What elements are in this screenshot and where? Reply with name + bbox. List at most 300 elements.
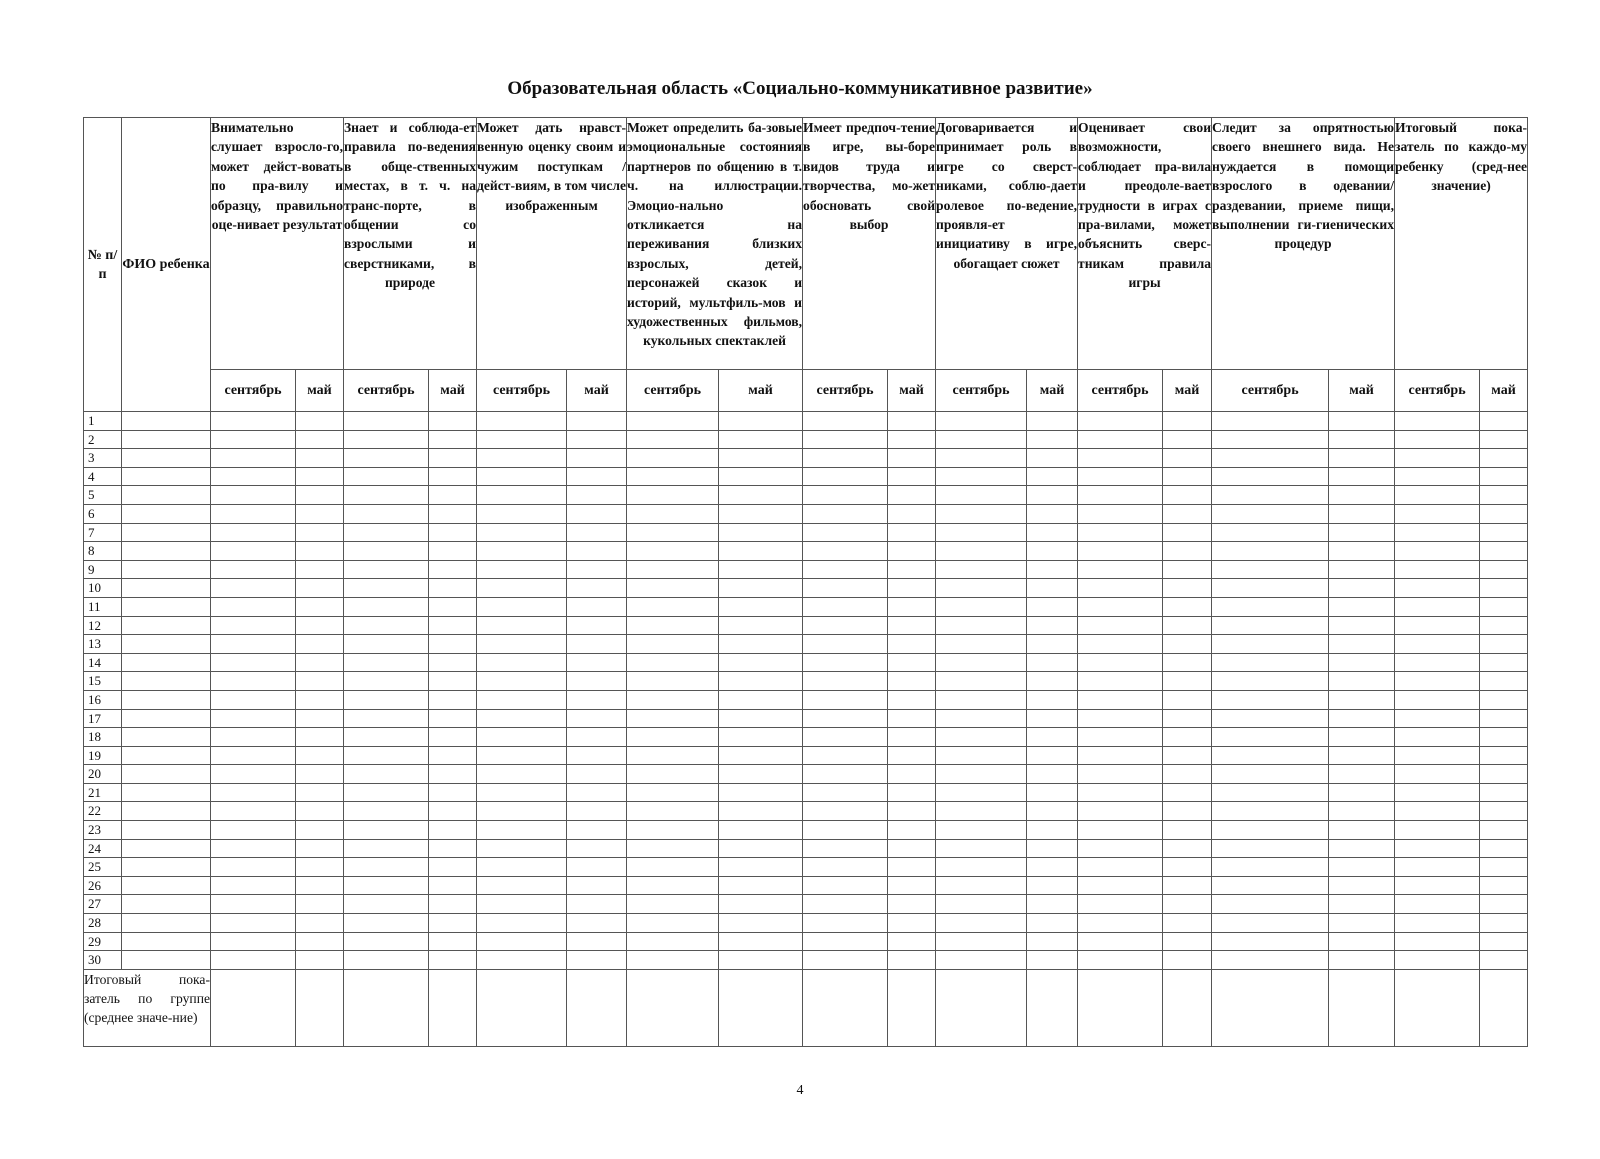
score-cell[interactable] [477,802,567,821]
score-cell[interactable] [627,914,719,933]
score-cell[interactable] [429,709,477,728]
score-cell[interactable] [1163,728,1212,747]
score-cell[interactable] [1078,560,1163,579]
score-cell[interactable] [1078,449,1163,468]
score-cell[interactable] [1329,802,1395,821]
score-cell[interactable] [888,876,936,895]
total-score-cell[interactable] [1212,969,1329,1046]
score-cell[interactable] [211,728,296,747]
score-cell[interactable] [211,672,296,691]
score-cell[interactable] [477,653,567,672]
score-cell[interactable] [627,430,719,449]
score-cell[interactable] [1078,783,1163,802]
score-cell[interactable] [567,709,627,728]
score-cell[interactable] [1480,504,1528,523]
score-cell[interactable] [1395,542,1480,561]
score-cell[interactable] [1212,504,1329,523]
score-cell[interactable] [719,690,803,709]
score-cell[interactable] [627,932,719,951]
score-cell[interactable] [888,579,936,598]
score-cell[interactable] [1395,765,1480,784]
score-cell[interactable] [1163,653,1212,672]
score-cell[interactable] [803,523,888,542]
score-cell[interactable] [627,672,719,691]
score-cell[interactable] [1212,690,1329,709]
score-cell[interactable] [567,839,627,858]
score-cell[interactable] [429,951,477,970]
score-cell[interactable] [429,765,477,784]
fio-cell[interactable] [122,690,211,709]
score-cell[interactable] [1027,467,1078,486]
score-cell[interactable] [627,802,719,821]
score-cell[interactable] [803,951,888,970]
score-cell[interactable] [211,430,296,449]
score-cell[interactable] [477,486,567,505]
score-cell[interactable] [429,672,477,691]
score-cell[interactable] [567,523,627,542]
score-cell[interactable] [1078,728,1163,747]
score-cell[interactable] [296,690,344,709]
score-cell[interactable] [477,504,567,523]
score-cell[interactable] [477,542,567,561]
fio-cell[interactable] [122,449,211,468]
fio-cell[interactable] [122,858,211,877]
score-cell[interactable] [1212,653,1329,672]
score-cell[interactable] [1480,616,1528,635]
score-cell[interactable] [719,783,803,802]
score-cell[interactable] [211,932,296,951]
score-cell[interactable] [1395,597,1480,616]
score-cell[interactable] [1480,449,1528,468]
score-cell[interactable] [344,914,429,933]
score-cell[interactable] [211,914,296,933]
fio-cell[interactable] [122,467,211,486]
total-score-cell[interactable] [296,969,344,1046]
score-cell[interactable] [936,839,1027,858]
score-cell[interactable] [936,486,1027,505]
score-cell[interactable] [803,635,888,654]
score-cell[interactable] [888,802,936,821]
score-cell[interactable] [1480,802,1528,821]
score-cell[interactable] [296,635,344,654]
fio-cell[interactable] [122,932,211,951]
score-cell[interactable] [627,616,719,635]
score-cell[interactable] [1078,765,1163,784]
score-cell[interactable] [936,876,1027,895]
score-cell[interactable] [1480,876,1528,895]
score-cell[interactable] [567,616,627,635]
score-cell[interactable] [627,746,719,765]
score-cell[interactable] [477,821,567,840]
score-cell[interactable] [1480,560,1528,579]
score-cell[interactable] [1078,597,1163,616]
score-cell[interactable] [1212,821,1329,840]
score-cell[interactable] [1329,542,1395,561]
score-cell[interactable] [888,635,936,654]
score-cell[interactable] [211,523,296,542]
score-cell[interactable] [429,597,477,616]
score-cell[interactable] [1480,765,1528,784]
score-cell[interactable] [1078,690,1163,709]
score-cell[interactable] [627,783,719,802]
score-cell[interactable] [1212,709,1329,728]
score-cell[interactable] [344,523,429,542]
score-cell[interactable] [719,523,803,542]
fio-cell[interactable] [122,597,211,616]
score-cell[interactable] [1078,802,1163,821]
score-cell[interactable] [1027,690,1078,709]
score-cell[interactable] [1395,579,1480,598]
score-cell[interactable] [1395,653,1480,672]
score-cell[interactable] [627,653,719,672]
score-cell[interactable] [567,932,627,951]
score-cell[interactable] [1329,765,1395,784]
score-cell[interactable] [429,467,477,486]
score-cell[interactable] [429,653,477,672]
total-score-cell[interactable] [888,969,936,1046]
score-cell[interactable] [1395,523,1480,542]
score-cell[interactable] [1395,467,1480,486]
score-cell[interactable] [429,412,477,431]
total-score-cell[interactable] [344,969,429,1046]
score-cell[interactable] [1480,783,1528,802]
score-cell[interactable] [296,858,344,877]
score-cell[interactable] [211,653,296,672]
score-cell[interactable] [429,802,477,821]
score-cell[interactable] [1163,802,1212,821]
score-cell[interactable] [888,430,936,449]
score-cell[interactable] [888,709,936,728]
score-cell[interactable] [211,839,296,858]
total-score-cell[interactable] [211,969,296,1046]
score-cell[interactable] [344,672,429,691]
score-cell[interactable] [936,858,1027,877]
score-cell[interactable] [1078,486,1163,505]
score-cell[interactable] [477,876,567,895]
total-score-cell[interactable] [567,969,627,1046]
score-cell[interactable] [1163,542,1212,561]
score-cell[interactable] [627,542,719,561]
score-cell[interactable] [1163,616,1212,635]
total-score-cell[interactable] [803,969,888,1046]
score-cell[interactable] [567,412,627,431]
score-cell[interactable] [719,430,803,449]
score-cell[interactable] [719,449,803,468]
score-cell[interactable] [888,728,936,747]
score-cell[interactable] [1212,914,1329,933]
score-cell[interactable] [1027,560,1078,579]
score-cell[interactable] [888,653,936,672]
score-cell[interactable] [1329,709,1395,728]
score-cell[interactable] [1078,430,1163,449]
score-cell[interactable] [627,504,719,523]
score-cell[interactable] [1163,839,1212,858]
score-cell[interactable] [888,542,936,561]
score-cell[interactable] [344,616,429,635]
score-cell[interactable] [344,783,429,802]
score-cell[interactable] [344,579,429,598]
score-cell[interactable] [344,430,429,449]
score-cell[interactable] [719,765,803,784]
score-cell[interactable] [888,895,936,914]
score-cell[interactable] [1212,932,1329,951]
score-cell[interactable] [1329,449,1395,468]
score-cell[interactable] [1329,858,1395,877]
score-cell[interactable] [1212,486,1329,505]
score-cell[interactable] [1395,895,1480,914]
fio-cell[interactable] [122,635,211,654]
score-cell[interactable] [1329,728,1395,747]
score-cell[interactable] [296,746,344,765]
score-cell[interactable] [344,486,429,505]
score-cell[interactable] [888,690,936,709]
score-cell[interactable] [211,783,296,802]
score-cell[interactable] [296,783,344,802]
fio-cell[interactable] [122,412,211,431]
score-cell[interactable] [477,839,567,858]
total-score-cell[interactable] [1163,969,1212,1046]
fio-cell[interactable] [122,542,211,561]
score-cell[interactable] [719,895,803,914]
score-cell[interactable] [1395,728,1480,747]
score-cell[interactable] [1212,802,1329,821]
score-cell[interactable] [477,728,567,747]
score-cell[interactable] [888,616,936,635]
score-cell[interactable] [1395,412,1480,431]
score-cell[interactable] [1395,839,1480,858]
score-cell[interactable] [1480,728,1528,747]
score-cell[interactable] [296,486,344,505]
score-cell[interactable] [888,746,936,765]
score-cell[interactable] [344,765,429,784]
score-cell[interactable] [719,542,803,561]
score-cell[interactable] [1078,914,1163,933]
fio-cell[interactable] [122,616,211,635]
score-cell[interactable] [567,486,627,505]
score-cell[interactable] [1480,951,1528,970]
score-cell[interactable] [1027,876,1078,895]
score-cell[interactable] [1078,653,1163,672]
total-score-cell[interactable] [1027,969,1078,1046]
score-cell[interactable] [1395,560,1480,579]
score-cell[interactable] [803,839,888,858]
fio-cell[interactable] [122,728,211,747]
score-cell[interactable] [719,467,803,486]
fio-cell[interactable] [122,876,211,895]
score-cell[interactable] [1078,951,1163,970]
total-score-cell[interactable] [627,969,719,1046]
score-cell[interactable] [936,914,1027,933]
score-cell[interactable] [1395,616,1480,635]
score-cell[interactable] [567,504,627,523]
score-cell[interactable] [1395,486,1480,505]
score-cell[interactable] [627,839,719,858]
score-cell[interactable] [1027,504,1078,523]
score-cell[interactable] [936,579,1027,598]
score-cell[interactable] [211,467,296,486]
score-cell[interactable] [1329,876,1395,895]
score-cell[interactable] [803,579,888,598]
score-cell[interactable] [429,728,477,747]
score-cell[interactable] [888,821,936,840]
score-cell[interactable] [211,821,296,840]
score-cell[interactable] [803,616,888,635]
score-cell[interactable] [627,821,719,840]
score-cell[interactable] [936,951,1027,970]
score-cell[interactable] [1329,523,1395,542]
score-cell[interactable] [1027,932,1078,951]
score-cell[interactable] [627,486,719,505]
score-cell[interactable] [211,951,296,970]
score-cell[interactable] [936,690,1027,709]
score-cell[interactable] [567,542,627,561]
score-cell[interactable] [888,765,936,784]
score-cell[interactable] [1329,616,1395,635]
score-cell[interactable] [1329,783,1395,802]
score-cell[interactable] [344,728,429,747]
score-cell[interactable] [1329,672,1395,691]
score-cell[interactable] [803,783,888,802]
score-cell[interactable] [719,858,803,877]
score-cell[interactable] [936,616,1027,635]
score-cell[interactable] [567,672,627,691]
score-cell[interactable] [477,895,567,914]
score-cell[interactable] [1480,914,1528,933]
score-cell[interactable] [211,449,296,468]
score-cell[interactable] [344,821,429,840]
score-cell[interactable] [567,951,627,970]
score-cell[interactable] [1078,616,1163,635]
score-cell[interactable] [1395,690,1480,709]
score-cell[interactable] [1329,486,1395,505]
score-cell[interactable] [1480,932,1528,951]
score-cell[interactable] [211,746,296,765]
score-cell[interactable] [1212,783,1329,802]
fio-cell[interactable] [122,746,211,765]
score-cell[interactable] [719,951,803,970]
score-cell[interactable] [888,839,936,858]
score-cell[interactable] [1212,839,1329,858]
score-cell[interactable] [1395,783,1480,802]
score-cell[interactable] [627,635,719,654]
score-cell[interactable] [888,672,936,691]
score-cell[interactable] [296,802,344,821]
score-cell[interactable] [429,839,477,858]
score-cell[interactable] [1480,839,1528,858]
score-cell[interactable] [567,635,627,654]
score-cell[interactable] [296,895,344,914]
score-cell[interactable] [344,597,429,616]
score-cell[interactable] [429,560,477,579]
score-cell[interactable] [719,597,803,616]
score-cell[interactable] [296,597,344,616]
score-cell[interactable] [1329,839,1395,858]
score-cell[interactable] [1027,709,1078,728]
score-cell[interactable] [1395,430,1480,449]
score-cell[interactable] [344,858,429,877]
score-cell[interactable] [477,932,567,951]
score-cell[interactable] [627,709,719,728]
score-cell[interactable] [1027,895,1078,914]
score-cell[interactable] [1078,635,1163,654]
score-cell[interactable] [1480,412,1528,431]
score-cell[interactable] [1027,542,1078,561]
score-cell[interactable] [477,783,567,802]
score-cell[interactable] [1329,412,1395,431]
total-score-cell[interactable] [429,969,477,1046]
fio-cell[interactable] [122,486,211,505]
score-cell[interactable] [803,542,888,561]
score-cell[interactable] [477,579,567,598]
score-cell[interactable] [803,412,888,431]
score-cell[interactable] [1329,560,1395,579]
score-cell[interactable] [296,821,344,840]
fio-cell[interactable] [122,802,211,821]
score-cell[interactable] [1395,504,1480,523]
score-cell[interactable] [888,467,936,486]
score-cell[interactable] [803,430,888,449]
score-cell[interactable] [344,560,429,579]
score-cell[interactable] [477,616,567,635]
score-cell[interactable] [211,895,296,914]
score-cell[interactable] [429,914,477,933]
score-cell[interactable] [1027,839,1078,858]
score-cell[interactable] [1480,430,1528,449]
score-cell[interactable] [296,504,344,523]
score-cell[interactable] [211,486,296,505]
score-cell[interactable] [888,932,936,951]
score-cell[interactable] [429,523,477,542]
score-cell[interactable] [719,709,803,728]
total-score-cell[interactable] [1329,969,1395,1046]
score-cell[interactable] [1078,895,1163,914]
score-cell[interactable] [296,523,344,542]
score-cell[interactable] [1078,932,1163,951]
score-cell[interactable] [477,597,567,616]
score-cell[interactable] [1329,635,1395,654]
score-cell[interactable] [1027,746,1078,765]
score-cell[interactable] [1480,858,1528,877]
score-cell[interactable] [1163,560,1212,579]
score-cell[interactable] [1395,932,1480,951]
score-cell[interactable] [1078,523,1163,542]
score-cell[interactable] [477,672,567,691]
score-cell[interactable] [296,876,344,895]
score-cell[interactable] [1078,412,1163,431]
score-cell[interactable] [344,449,429,468]
score-cell[interactable] [296,542,344,561]
score-cell[interactable] [1395,951,1480,970]
score-cell[interactable] [1329,690,1395,709]
score-cell[interactable] [296,672,344,691]
score-cell[interactable] [1163,504,1212,523]
score-cell[interactable] [936,783,1027,802]
score-cell[interactable] [567,690,627,709]
score-cell[interactable] [1395,858,1480,877]
score-cell[interactable] [1212,746,1329,765]
score-cell[interactable] [1163,858,1212,877]
score-cell[interactable] [296,765,344,784]
score-cell[interactable] [567,560,627,579]
score-cell[interactable] [429,579,477,598]
score-cell[interactable] [888,783,936,802]
score-cell[interactable] [344,895,429,914]
score-cell[interactable] [803,765,888,784]
score-cell[interactable] [1395,709,1480,728]
score-cell[interactable] [1212,579,1329,598]
score-cell[interactable] [719,672,803,691]
total-score-cell[interactable] [936,969,1027,1046]
